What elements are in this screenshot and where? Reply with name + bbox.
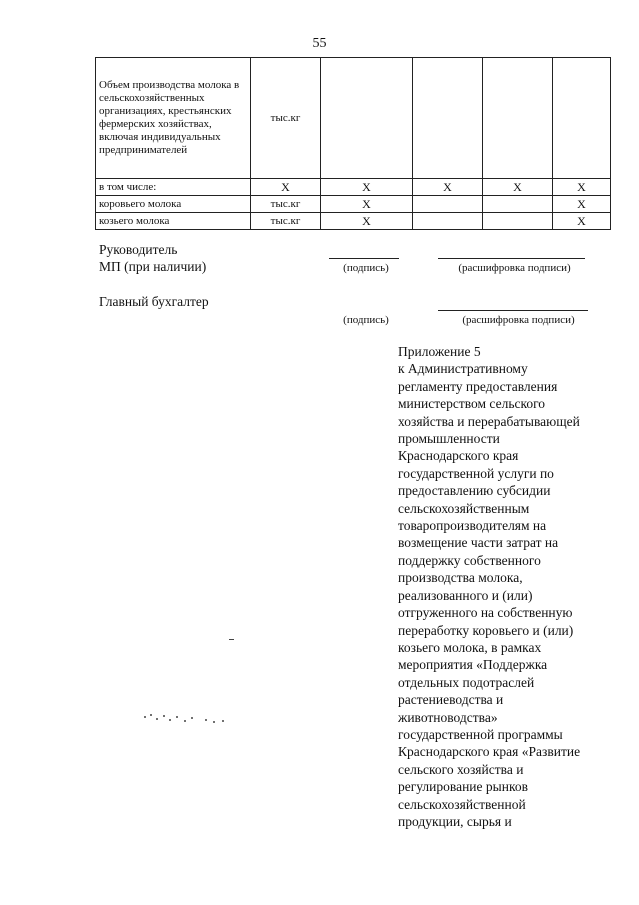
value-cell: [483, 196, 553, 213]
value-cell: [413, 213, 483, 230]
row-name-cell: коровьего молока: [96, 196, 251, 213]
value-cell: X: [321, 213, 413, 230]
appendix-heading-text: Приложение 5 к Административному регламенту предоставления министерством сельского хозяйства и перерабатывающей промышленности Краснодарского края государственной услуги по предоставлению субсидии сельскохозяйственным товаропроизводителям на возмещение части затрат на поддержку собственного производства молока, реализованного и (или) отгруженного на собственную переработку коровьего и (или) козьего молока, в рамках мероприятия «Поддержка отдельных подотраслей растениеводства и животноводства» государственной программы Краснодарского края «Развитие сельского хозяйства и регулирование рынков сельскохозяйственной продукции, сырья и: [398, 344, 581, 829]
table-row-including: [96, 179, 611, 196]
value-cell: [413, 58, 483, 179]
value-cell: [553, 58, 611, 179]
unit-cell: X: [251, 179, 321, 196]
accountant-label: Главный бухгалтер: [99, 294, 209, 309]
value-cell: X: [553, 179, 611, 196]
table-row-total-production: [96, 58, 611, 179]
table-row-goat-milk: [96, 213, 611, 230]
unit-cell: тыс.кг: [251, 58, 321, 179]
value-cell: X: [553, 213, 611, 230]
value-cell: [413, 196, 483, 213]
row-name-cell: козьего молока: [96, 213, 251, 230]
head-decode-line: [438, 258, 585, 259]
unit-cell: тыс.кг: [251, 196, 321, 213]
head-signature-line: [329, 258, 399, 259]
milk-production-table: [95, 57, 611, 230]
row-name-cell: в том числе:: [96, 179, 251, 196]
value-cell: X: [321, 196, 413, 213]
table-row-cow-milk: [96, 196, 611, 213]
value-cell: [483, 213, 553, 230]
value-cell: X: [553, 196, 611, 213]
value-cell: X: [413, 179, 483, 196]
scan-speck: [229, 639, 234, 640]
seal-label: МП (при наличии): [99, 259, 207, 274]
page-number: 55: [312, 36, 327, 51]
value-cell: [483, 58, 553, 179]
accountant-decode-caption: (расшифровка подписи): [462, 314, 575, 326]
accountant-decode-line: [438, 310, 588, 311]
unit-cell: тыс.кг: [251, 213, 321, 230]
value-cell: [321, 58, 413, 179]
head-signature-caption: (подпись): [343, 262, 389, 274]
row-name-cell: Объем производства молока в сельскохозяйственных организациях, крестьянских фермерских хозяйствах, включая индивидуальных предпринимателей: [96, 58, 251, 179]
value-cell: X: [483, 179, 553, 196]
value-cell: X: [321, 179, 413, 196]
accountant-signature-caption: (подпись): [343, 314, 389, 326]
head-label: Руководитель: [99, 242, 178, 257]
head-decode-caption: (расшифровка подписи): [458, 262, 571, 274]
